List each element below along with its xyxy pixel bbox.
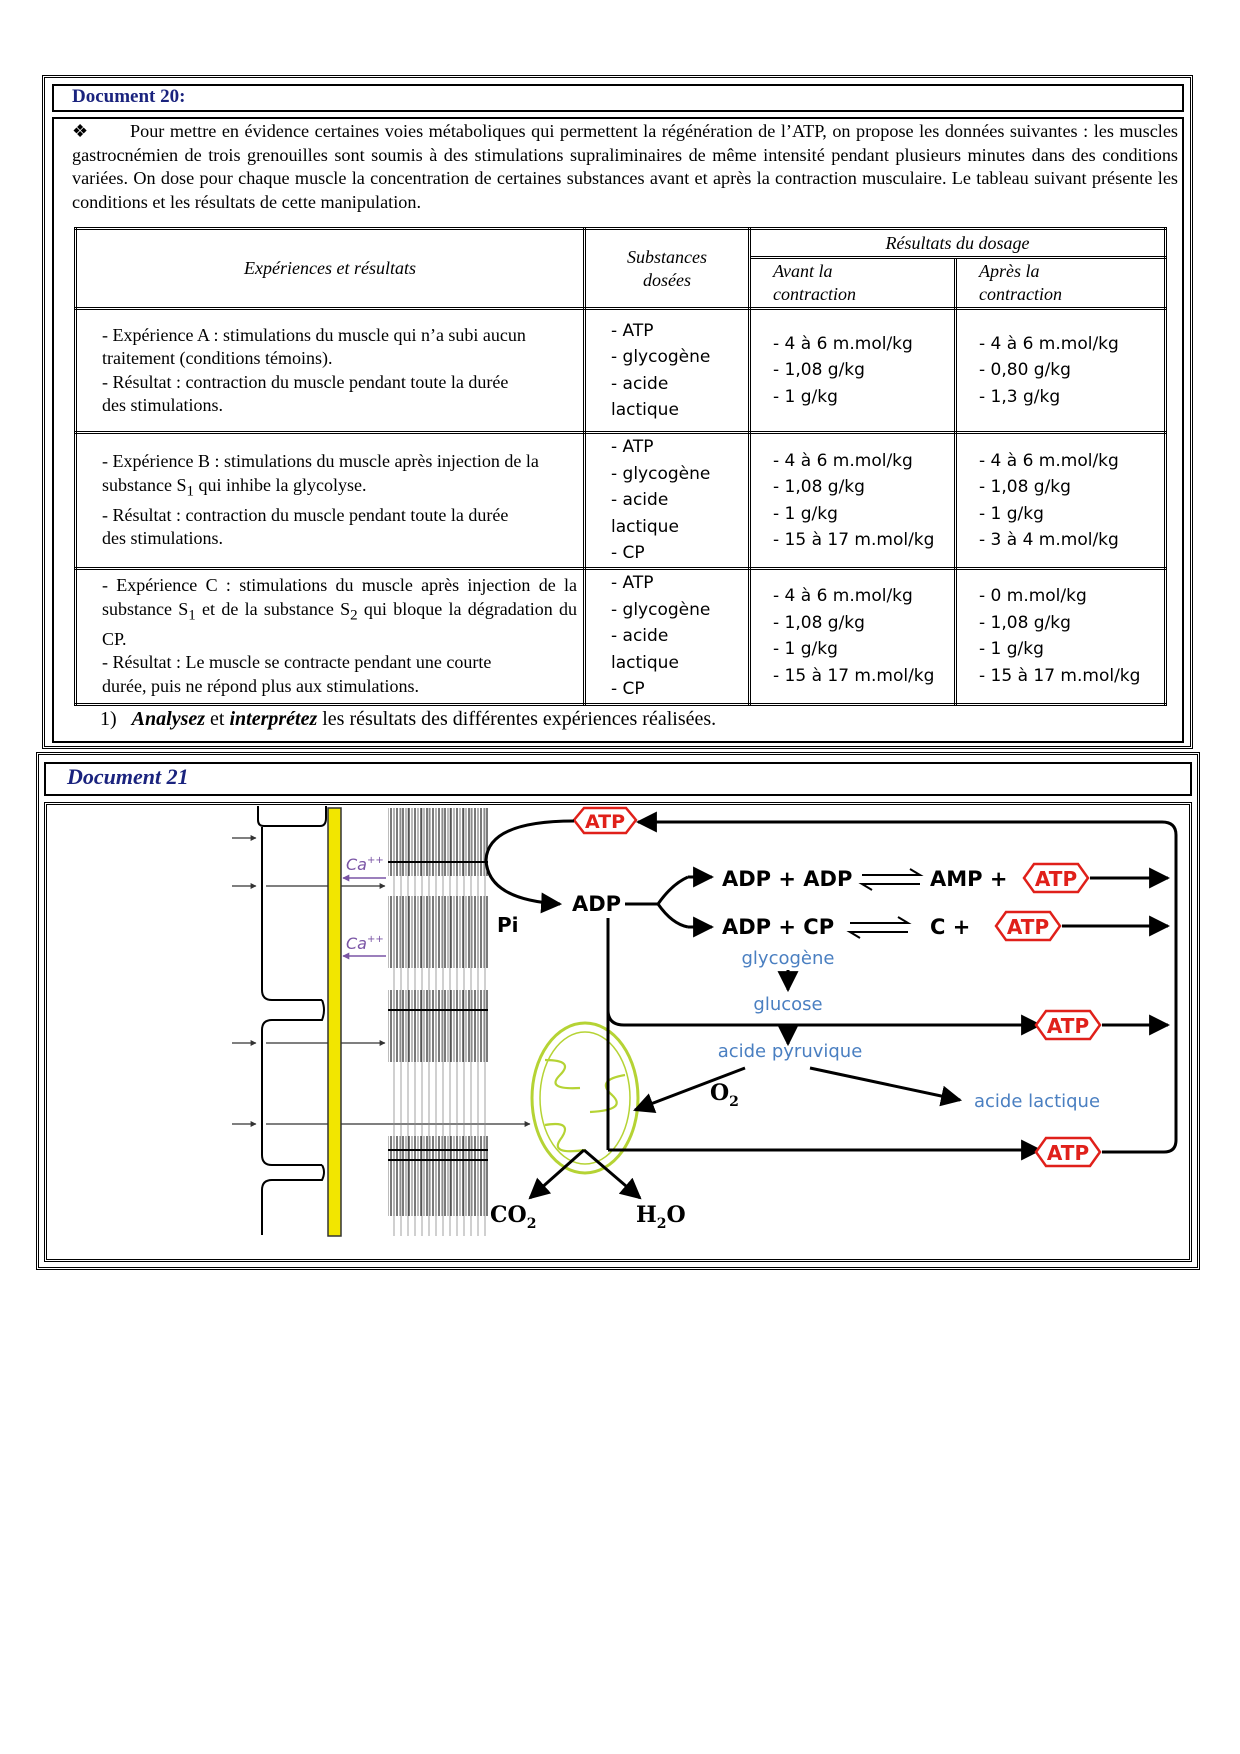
glycogene-label: glycogène [741, 948, 835, 969]
ca-charge-2: ++ [366, 934, 384, 945]
atp-breakdown-arrow [486, 821, 574, 904]
experience-a-cell: - Expérience A : stimulations du muscle qui n’a subi aucun traitement (conditions témoins). - Résultat : contraction du muscle pendant toute la durée des stimulations. [76, 309, 585, 433]
equation-1-right: AMP + [930, 867, 1008, 891]
stimulation-arrows [232, 838, 256, 1124]
myofibril-sarcomeres [388, 808, 488, 1236]
co2-label: $CO_2$ [490, 1202, 537, 1232]
svg-text:ATP: ATP [584, 811, 626, 833]
experience-c-cell: - Expérience C : stimulations du muscle après injection de la substance $S_1$ et de la substance $S_2$ qui bloque la dégradation du CP. - Résultat : Le muscle se contracte pendant une courte durée, puis ne répond plus aux stimulations. [76, 569, 585, 705]
h2o-label: $H_2O$ [636, 1202, 686, 1232]
header-before: Avant la contraction [750, 258, 956, 309]
ca-label-2: Ca [346, 934, 367, 953]
atp-badge-4 [1036, 1138, 1100, 1166]
before-b-cell: - 4 à 6 m.mol/kg - 1,08 g/kg - 1 g/kg - 15 à 17 m.mol/kg [750, 433, 956, 569]
calcium-release-1 [343, 855, 386, 878]
experience-b-cell: - Expérience B : stimulations du muscle après injection de la substance $S_1$ qui inhibe la glycolyse. - Résultat : contraction du muscle pendant toute la durée des stimulations. [76, 433, 585, 569]
document-21-title: Document 21 [67, 764, 189, 789]
after-a-cell: - 4 à 6 m.mol/kg - 0,80 g/kg - 1,3 g/kg [956, 309, 1166, 433]
bullet-icon: ❖ [72, 121, 89, 141]
substances-b-cell: - ATP - glycogène - acide lactique - CP [585, 433, 750, 569]
after-b-cell: - 4 à 6 m.mol/kg - 1,08 g/kg - 1 g/kg - 3 à 4 m.mol/kg [956, 433, 1166, 569]
acide-pyruvique-label: acide pyruvique [717, 1041, 863, 1062]
equilibrium-arrow-2 [850, 917, 908, 938]
ca-charge-1: ++ [366, 855, 384, 866]
header-results: Résultats du dosage [750, 229, 1166, 258]
before-c-cell: - 4 à 6 m.mol/kg - 1,08 g/kg - 1 g/kg - 15 à 17 m.mol/kg [750, 569, 956, 705]
equation-2-right: C + [930, 915, 971, 939]
glucose-label: glucose [753, 994, 823, 1015]
atp-badge-2 [996, 912, 1060, 940]
intro-text: Pour mettre en évidence certaines voies métaboliques qui permettent la régénération de l’ATP, on propose les données suivantes : les muscles gastrocnémien de trois grenouilles sont soumis à des stimulations supraliminaires de même intensité pendant plusieurs minutes dans des conditions variées. On dose pour chaque muscle la concentration de certaines substances avant et après la contraction musculaire. Le tableau suivant présente les conditions et les résultats de cette manipulation. [72, 121, 1178, 212]
header-substances: Substances dosées [585, 229, 750, 309]
after-c-cell: - 0 m.mol/kg - 1,08 g/kg - 1 g/kg - 15 à 17 m.mol/kg [956, 569, 1166, 705]
sarcolemma-outline [258, 806, 326, 1235]
svg-text:Ca++ [346, 934, 384, 953]
equilibrium-arrow-1 [862, 869, 920, 890]
o2-label: $O_2$ [710, 1080, 739, 1110]
document-20-title: Document 20: [72, 86, 186, 107]
svg-text:ATP: ATP [1046, 1014, 1090, 1038]
reticulum-membrane [328, 808, 341, 1236]
header-experiences: Expériences et résultats [76, 229, 585, 309]
substances-c-cell: - ATP - glycogène - acide lactique - CP [585, 569, 750, 705]
ca-label-1: Ca [346, 855, 367, 874]
acide-lactique-label: acide lactique [974, 1091, 1101, 1112]
equation-2-left: ADP + CP [722, 915, 835, 939]
atp-badge-1 [1024, 864, 1088, 892]
svg-text:ATP: ATP [1046, 1141, 1090, 1165]
header-after: Après la contraction [956, 258, 1166, 309]
atp-hydrolysis-badge [574, 808, 636, 833]
svg-text:ATP: ATP [1006, 915, 1050, 939]
question-1: 1) Analysez et interprétez les résultats des différentes expériences réalisées. [100, 708, 717, 730]
atp-badge-3 [1036, 1011, 1100, 1039]
svg-text:ATP: ATP [1034, 867, 1078, 891]
substances-a-cell: - ATP - glycogène - acide lactique [585, 309, 750, 433]
pyruvate-arrows [635, 1068, 960, 1110]
before-a-cell: - 4 à 6 m.mol/kg - 1,08 g/kg - 1 g/kg [750, 309, 956, 433]
equation-1-left: ADP + ADP [722, 867, 853, 891]
adp-label: ADP [572, 892, 622, 916]
svg-text:Ca++ [346, 855, 384, 874]
pi-label: Pi [497, 913, 519, 937]
calcium-release-2 [343, 934, 386, 956]
